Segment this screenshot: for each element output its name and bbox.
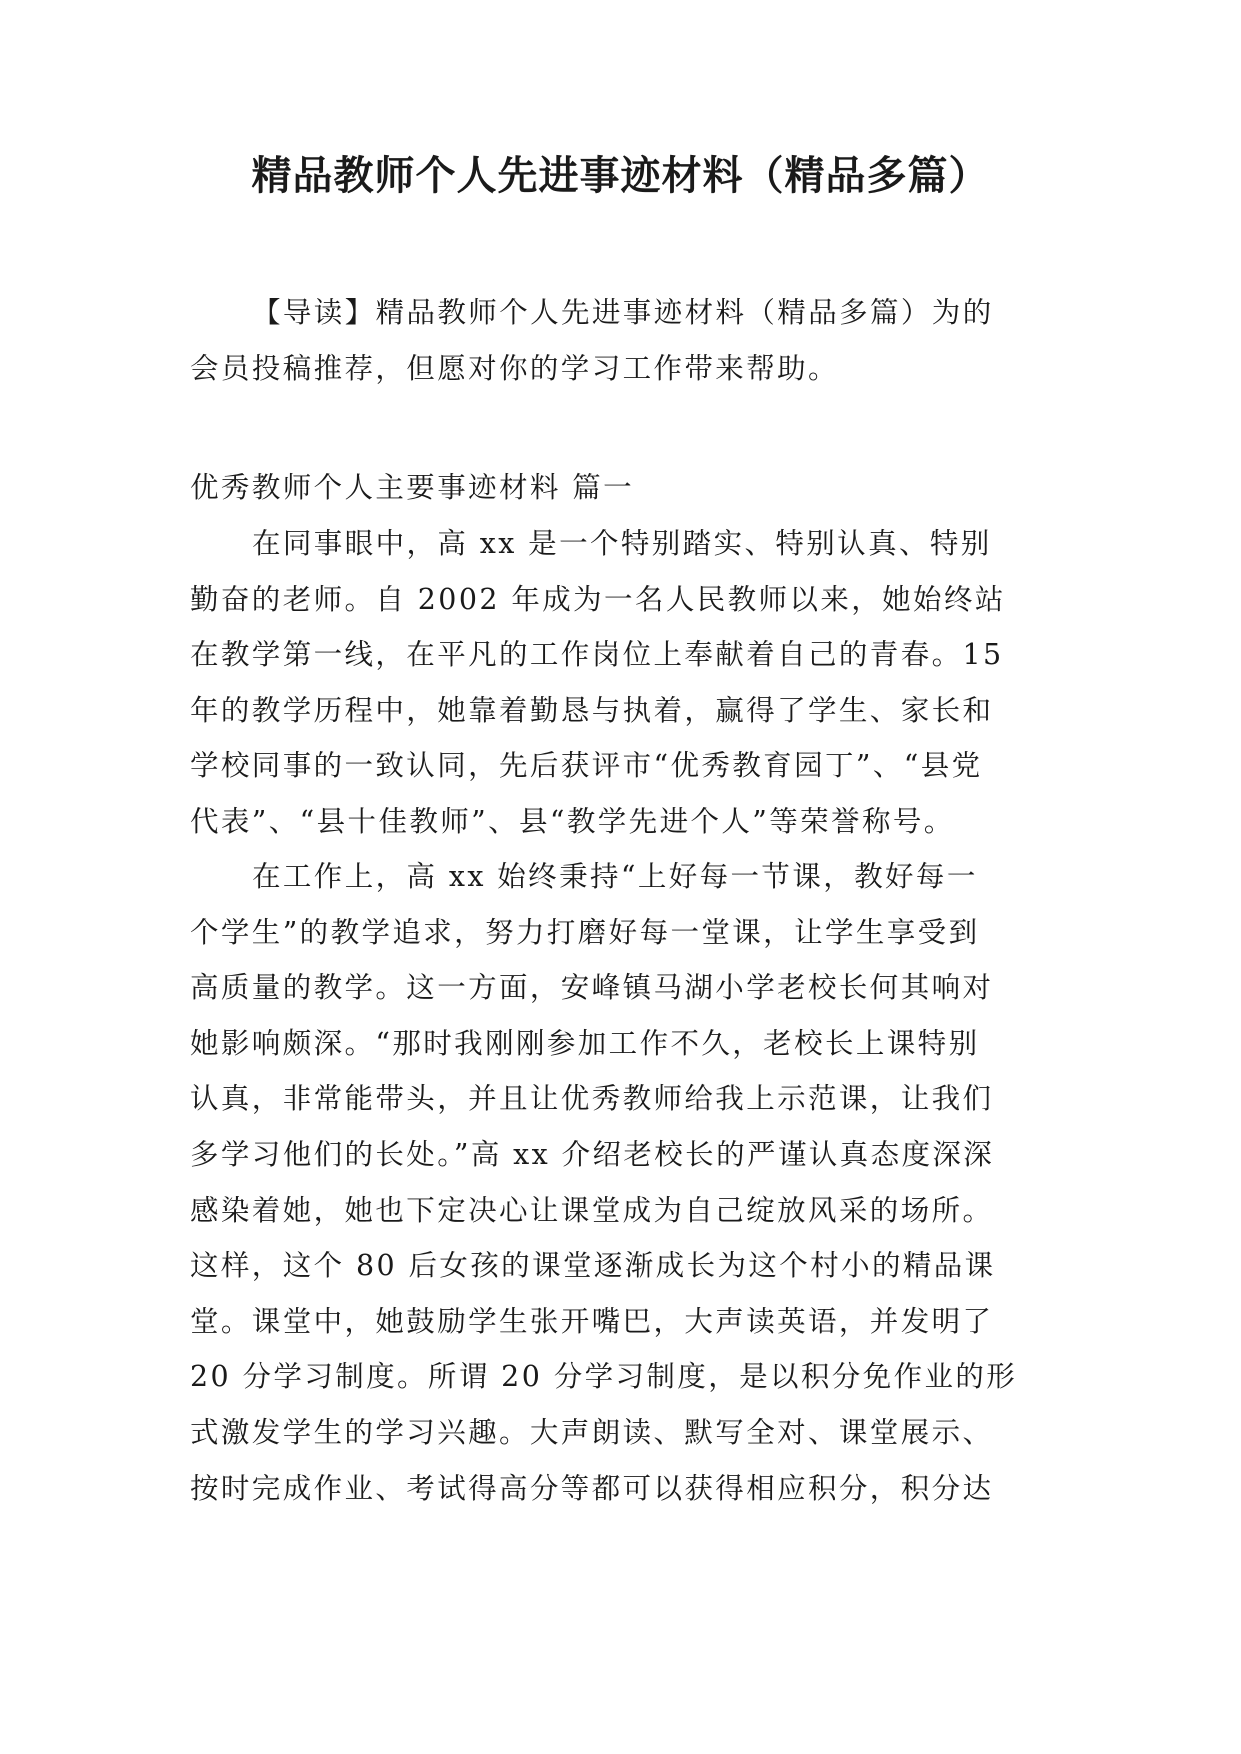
section-heading: 优秀教师个人主要事迹材料 篇一 <box>190 471 635 504</box>
text-line: 多学习他们的长处。”高 xx 介绍老校长的严谨认真态度深深 <box>190 1137 995 1171</box>
paragraph-2 <box>190 849 1052 1516</box>
text-line: 【导读】精品教师个人先进事迹材料（精品多篇）为的 <box>252 296 994 329</box>
text-line: 她影响颇深。“那时我刚刚参加工作不久，老校长上课特别 <box>190 1026 980 1060</box>
text-line: 高质量的教学。这一方面，安峰镇马湖小学老校长何其响对 <box>190 971 994 1005</box>
text-line: 个学生”的教学追求，努力打磨好每一堂课，让学生享受到 <box>190 915 980 949</box>
document-title: 精品教师个人先进事迹材料（精品多篇） <box>251 152 990 199</box>
text-line: 按时完成作业、考试得高分等都可以获得相应积分，积分达 <box>190 1471 994 1505</box>
text-line: 学校同事的一致认同，先后获评市“优秀教育园丁”、“县党 <box>190 749 983 783</box>
text-line: 勤奋的老师。自 2002 年成为一名人民教师以来，她始终站 <box>190 582 1006 616</box>
text-line: 会员投稿推荐，但愿对你的学习工作带来帮助。 <box>190 351 839 385</box>
paragraph-1 <box>190 516 1052 850</box>
text-line: 在同事眼中，高 xx 是一个特别踏实、特别认真、特别 <box>252 527 992 560</box>
text-line: 堂。课堂中，她鼓励学生张开嘴巴，大声读英语，并发明了 <box>190 1304 994 1338</box>
text-line: 在工作上，高 xx 始终秉持“上好每一节课，教好每一 <box>252 860 978 893</box>
text-line: 式激发学生的学习兴趣。大声朗读、默写全对、课堂展示、 <box>190 1415 994 1449</box>
intro-paragraph <box>190 285 1052 396</box>
text-line: 认真，非常能带头，并且让优秀教师给我上示范课，让我们 <box>190 1082 994 1116</box>
text-line: 这样，这个 80 后女孩的课堂逐渐成长为这个村小的精品课 <box>190 1249 996 1283</box>
text-line: 在教学第一线，在平凡的工作岗位上奉献着自己的青春。15 <box>190 638 1004 672</box>
text-line: 感染着她，她也下定决心让课堂成为自己绽放风采的场所。 <box>190 1193 994 1227</box>
text-line: 代表”、“县十佳教师”、县“教学先进个人”等荣誉称号。 <box>190 804 955 838</box>
text-line: 20 分学习制度。所谓 20 分学习制度，是以积分免作业的形 <box>190 1360 1018 1394</box>
text-line: 年的教学历程中，她靠着勤恳与执着，赢得了学生、家长和 <box>190 693 994 727</box>
